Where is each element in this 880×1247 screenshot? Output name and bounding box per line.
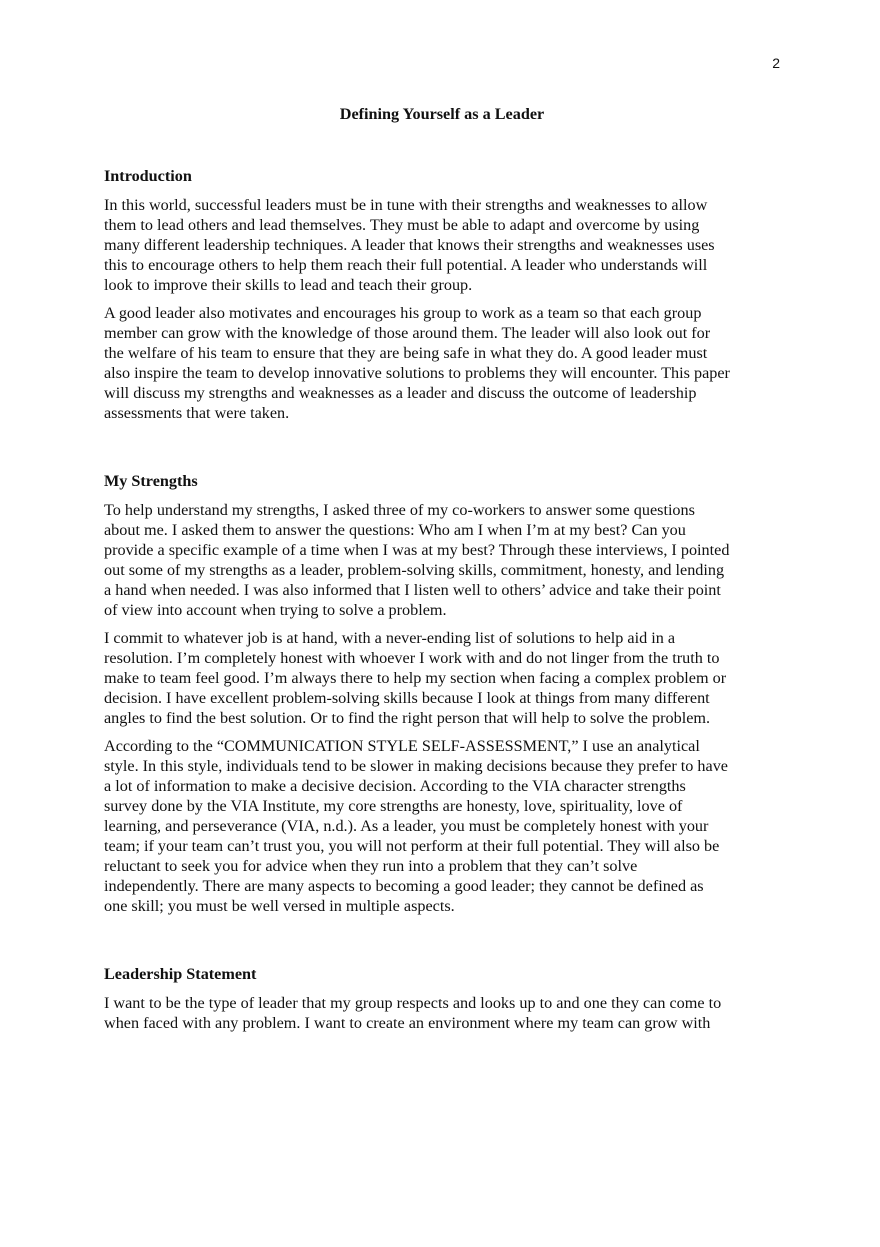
paragraph: I commit to whatever job is at hand, with a never-ending list of solutions to help aid in a resolution. I’m completely honest with whoever I work with and do not linger from the truth to make to team feel good. I’m always there to help my section when facing a complex problem or decision. I have excellent problem-solving skills because I look at things from many different angles to find the best solution. Or to find the right person that will help to solve the problem. [104, 629, 727, 727]
document-title: Defining Yourself as a Leader [339, 105, 545, 123]
paragraph: I want to be the type of leader that my group respects and looks up to and one they can come to when faced with any problem. I want to create an environment where my team can grow with [104, 994, 722, 1032]
section-introduction [104, 166, 780, 431]
paragraph: According to the “COMMUNICATION STYLE SELF-ASSESSMENT,” I use an analytical style. In this style, individuals tend to be slower in making decisions because they prefer to have a lot of information to make a decisive decision. According to the VIA character strengths survey done by the VIA Institute, my core strengths are honesty, love, spirituality, love of learning, and perseverance (VIA, n.d.). As a leader, you must be completely honest with your team; if your team can’t trust you, you will not perform at their full potential. They will also be reluctant to seek you for advice when they run into a problem that they can’t solve independently. There are many aspects to becoming a good leader; they cannot be defined as one skill; you must be well versed in multiple aspects. [104, 737, 728, 915]
page-number: 2 [772, 55, 780, 71]
section-heading: My Strengths [104, 472, 198, 490]
paragraph: A good leader also motivates and encourages his group to work as a team so that each group member can grow with the knowledge of those around them. The leader will also look out for the welfare of his team to ensure that they are being safe in what they do. A good leader must also inspire the team to develop innovative solutions to problems they will encounter. This paper will discuss my strengths and weaknesses as a leader and discuss the outcome of leadership assessments that were taken. [104, 304, 730, 422]
section-heading: Introduction [104, 167, 192, 185]
section-leadership-statement [104, 964, 780, 1041]
section-my-strengths [104, 471, 780, 924]
paragraph: In this world, successful leaders must be in tune with their strengths and weaknesses to allow them to lead others and lead themselves. They must be able to adapt and overcome by using many different leadership techniques. A leader that knows their strengths and weaknesses uses this to encourage others to help them reach their full potential. A leader who understands will look to improve their skills to lead and teach their group. [104, 196, 715, 294]
paragraph: To help understand my strengths, I asked three of my co-workers to answer some questions about me. I asked them to answer the questions: Who am I when I’m at my best? Can you provide a specific example of a time when I was at my best? Through these interviews, I pointed out some of my strengths as a leader, problem-solving skills, commitment, honesty, and lending a hand when needed. I was also informed that I listen well to others’ advice and take their point of view into account when trying to solve a problem. [104, 501, 730, 619]
section-heading: Leadership Statement [104, 965, 257, 983]
